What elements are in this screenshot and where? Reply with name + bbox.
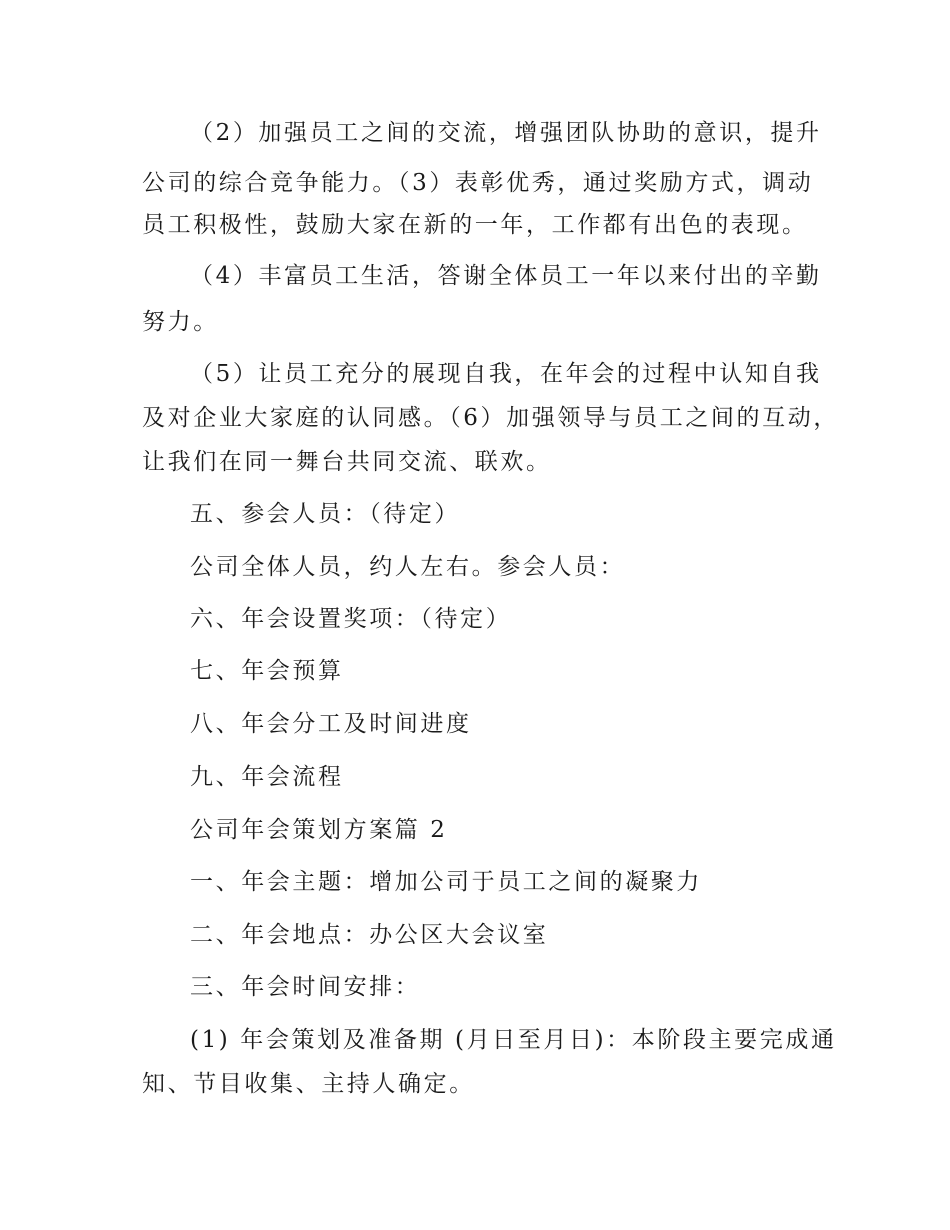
text-line: 二、年会地点：办公区大会议室	[190, 922, 549, 948]
text-line: 让我们在同一舞台共同交流、联欢。	[142, 449, 552, 475]
text-line: （4）丰富员工生活，答谢全体员工一年以来付出的辛勤	[190, 263, 822, 289]
text-line: (1) 年会策划及准备期 (月日至月日)：本阶段主要完成通	[190, 1027, 837, 1053]
text-line: 员工积极性，鼓励大家在新的一年，工作都有出色的表现。	[142, 212, 808, 238]
text-line: （2）加强员工之间的交流，增强团队协助的意识，提升	[190, 120, 822, 146]
text-line: 六、年会设置奖项：（待定）	[190, 606, 512, 632]
text-line: 五、参会人员：（待定）	[190, 501, 461, 527]
text-line: 公司全体人员，约人左右。参会人员：	[190, 554, 626, 580]
text-line: 公司的综合竞争能力。（3）表彰优秀，通过奖励方式，调动	[142, 170, 814, 196]
text-line: （5）让员工充分的展现自我，在年会的过程中认知自我	[190, 361, 822, 387]
text-line: 三、年会时间安排：	[190, 974, 421, 1000]
text-line: 八、年会分工及时间进度	[190, 711, 472, 737]
section-heading: 公司年会策划方案篇 2	[190, 817, 448, 843]
text-line: 及对企业大家庭的认同感。（6）加强领导与员工之间的互动，	[142, 405, 839, 431]
text-line: 努力。	[142, 309, 219, 335]
text-line: 七、年会预算	[190, 658, 344, 684]
text-line: 知、节目收集、主持人确定。	[142, 1071, 475, 1097]
text-line: 一、年会主题：增加公司于员工之间的凝聚力	[190, 869, 702, 895]
text-line: 九、年会流程	[190, 764, 344, 790]
